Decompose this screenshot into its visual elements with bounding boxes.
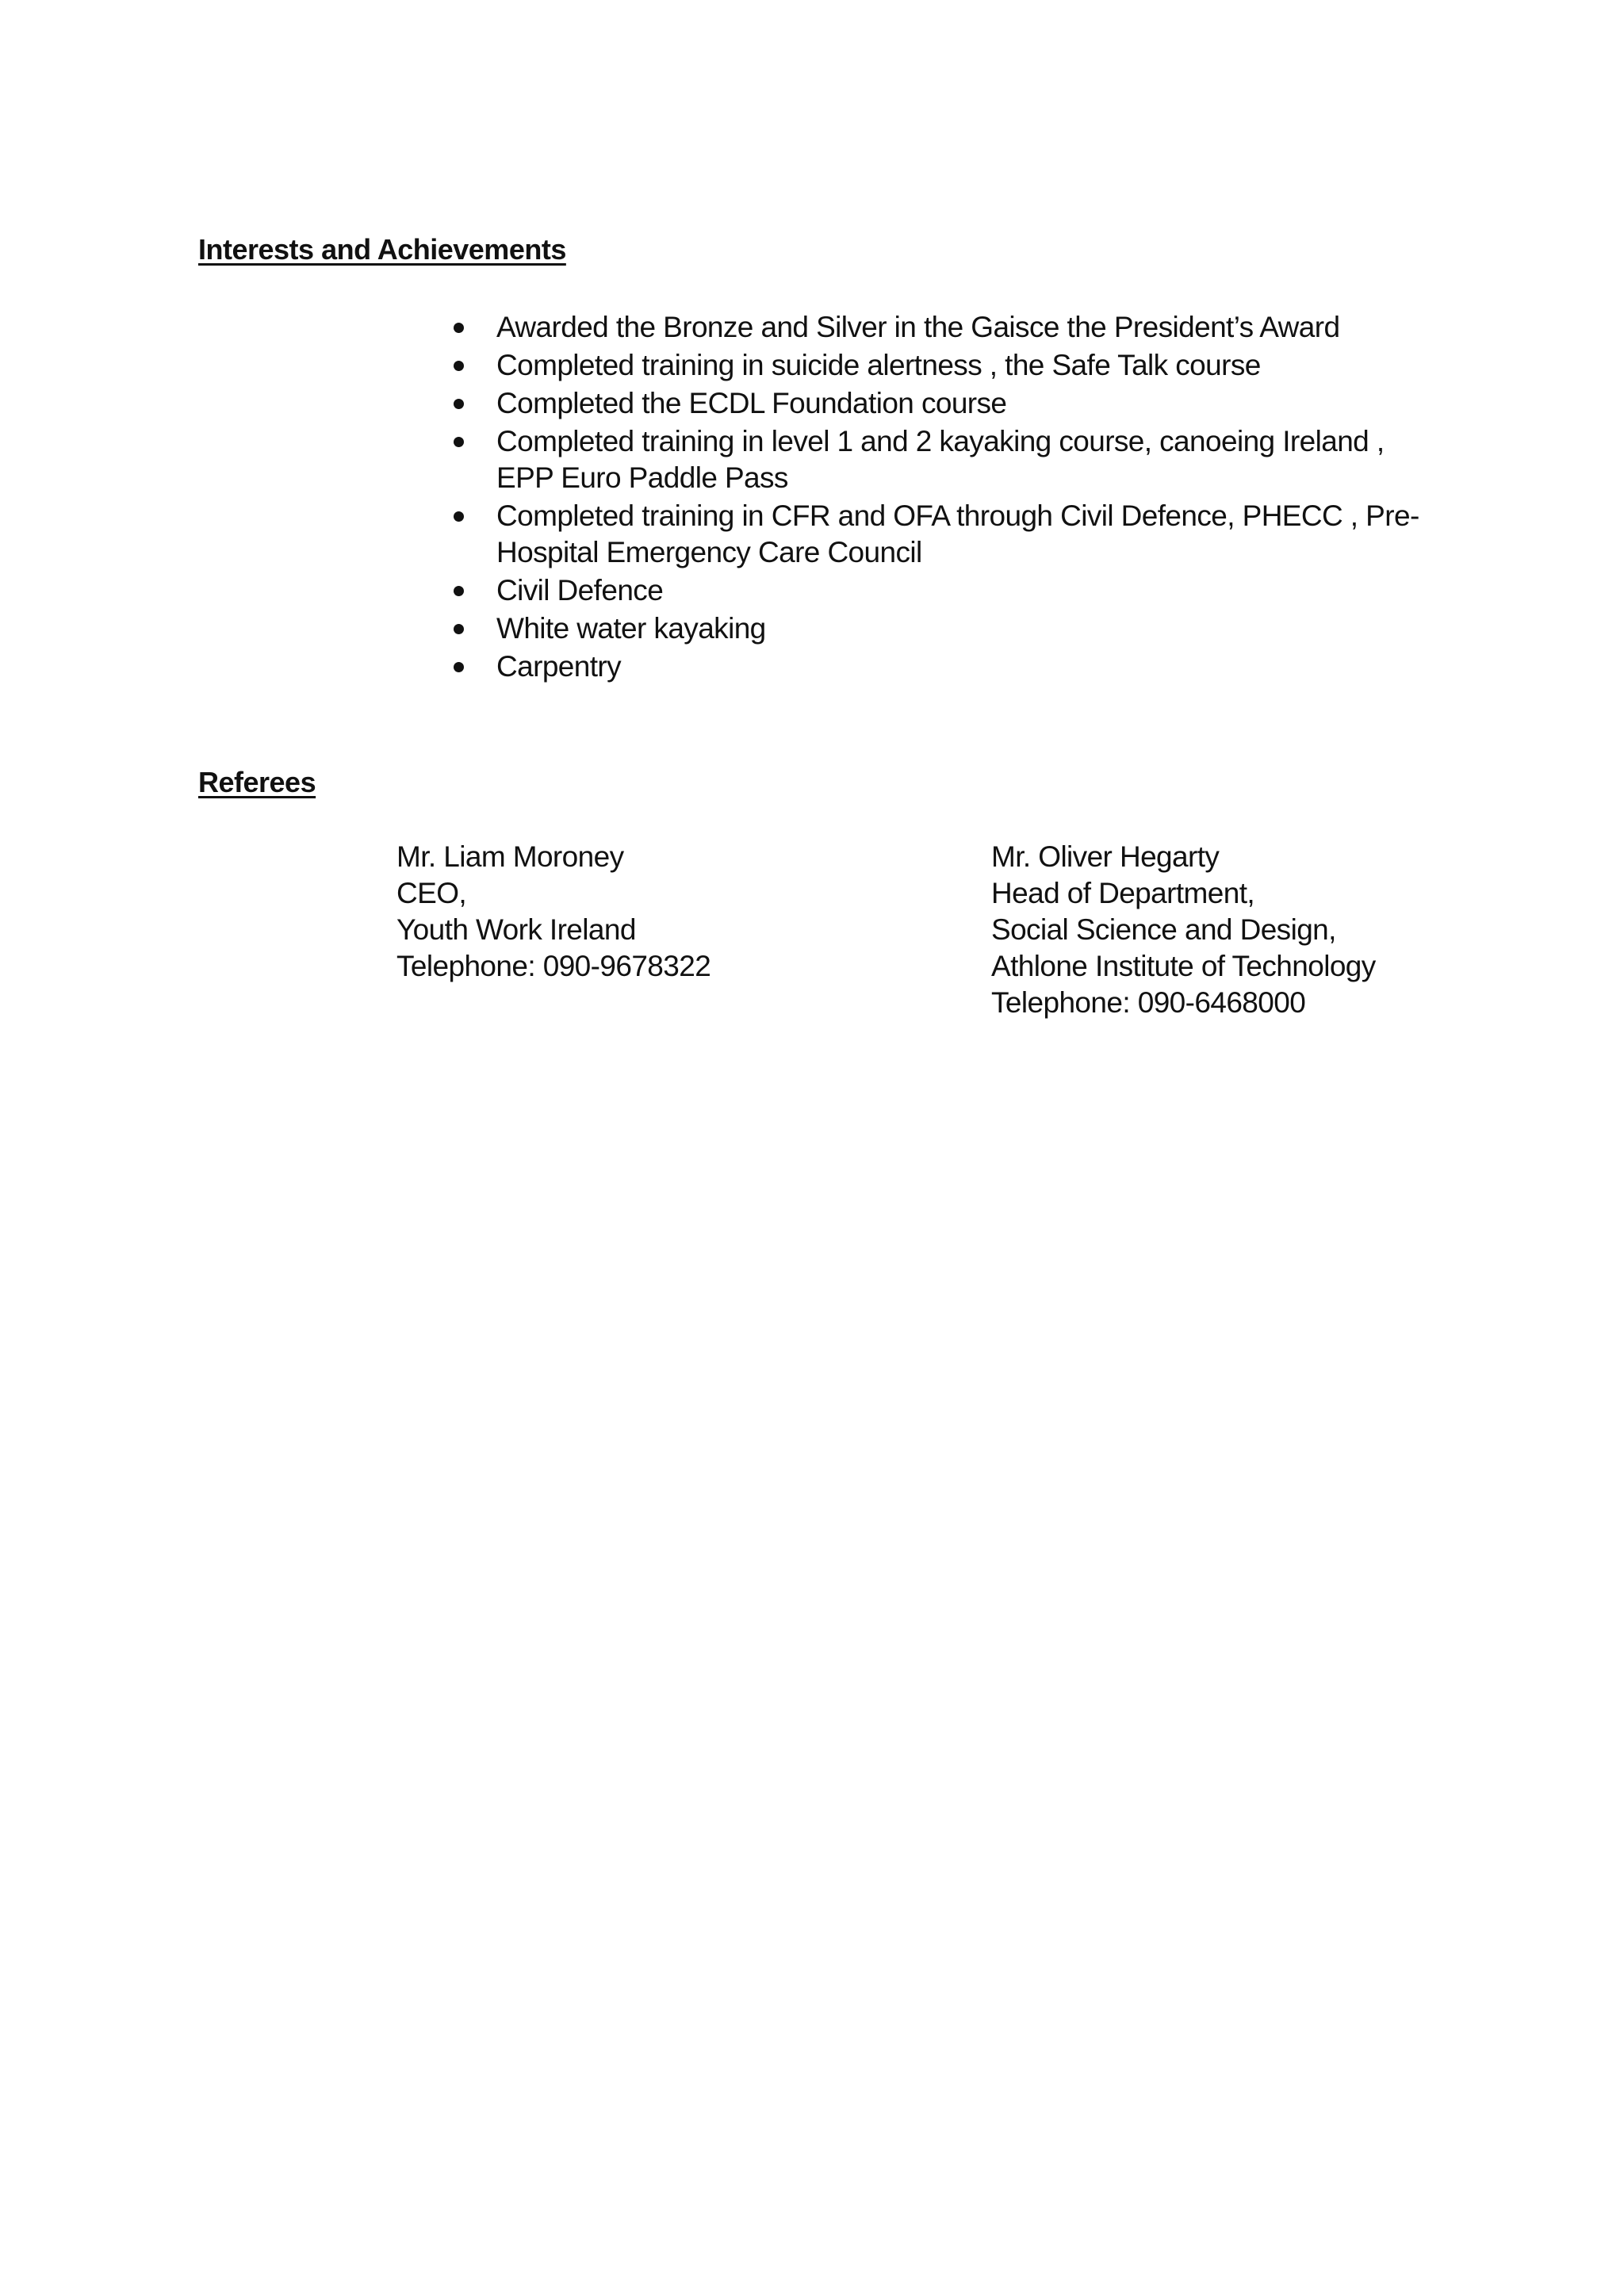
referee-department: Social Science and Design, [991, 913, 1336, 946]
bullet-icon [454, 662, 464, 672]
interests-heading: Interests and Achievements [198, 233, 566, 266]
referee-organisation: Athlone Institute of Technology [991, 950, 1376, 982]
referee-telephone: Telephone: 090-6468000 [991, 986, 1306, 1019]
list-item [450, 498, 1442, 571]
referee-name: Mr. Liam Moroney [396, 840, 624, 873]
list-item-text: Completed training in CFR and OFA through Civil Defence, PHECC , Pre-Hospital Emergency Care Council [496, 499, 1419, 568]
list-item-text: Awarded the Bronze and Silver in the Gaisce the President’s Award [496, 311, 1340, 343]
list-item [450, 385, 1442, 422]
list-item [450, 572, 1442, 609]
list-item [450, 610, 1442, 647]
referee-block-1 [396, 839, 710, 985]
referee-organisation: Youth Work Ireland [396, 913, 636, 946]
bullet-icon [454, 437, 464, 447]
list-item-text: Completed the ECDL Foundation course [496, 387, 1007, 419]
list-item-text: White water kayaking [496, 612, 766, 645]
bullet-icon [454, 511, 464, 522]
list-item-text: Civil Defence [496, 574, 664, 607]
referee-telephone: Telephone: 090-9678322 [396, 950, 711, 982]
list-item [450, 347, 1442, 384]
list-item [450, 649, 1442, 685]
referees-heading: Referees [198, 766, 316, 798]
list-item-text: Carpentry [496, 650, 622, 683]
bullet-icon [454, 361, 464, 371]
list-item-text: Completed training in level 1 and 2 kayaking course, canoeing Ireland , EPP Euro Paddle Pass [496, 425, 1385, 494]
referee-name: Mr. Oliver Hegarty [991, 840, 1220, 873]
bullet-icon [454, 624, 464, 634]
bullet-icon [454, 323, 464, 333]
bullet-icon [454, 586, 464, 596]
list-item [450, 309, 1442, 346]
list-item [450, 423, 1442, 496]
referee-title: CEO, [396, 877, 467, 909]
achievements-list [450, 309, 1442, 687]
bullet-icon [454, 399, 464, 409]
referee-block-2 [991, 839, 1376, 1021]
list-item-text: Completed training in suicide alertness , the Safe Talk course [496, 349, 1261, 381]
referee-title: Head of Department, [991, 877, 1255, 909]
